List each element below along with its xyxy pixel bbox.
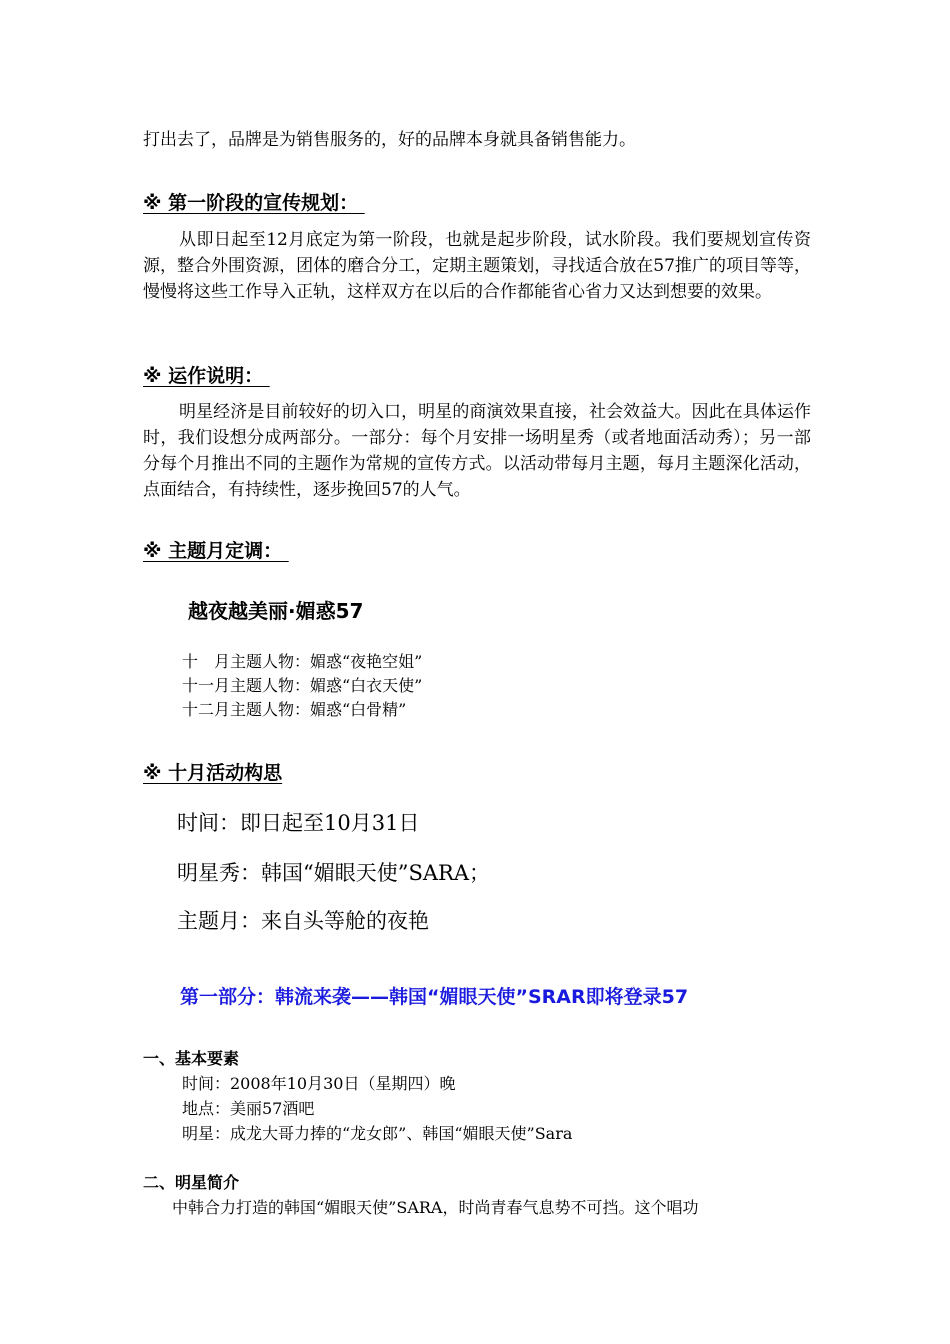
october-plan-time: 时间：即日起至10月31日 xyxy=(177,811,420,835)
part-one-title: 第一部分：韩流来袭——韩国“媚眼天使”SRAR即将登录57 xyxy=(180,986,689,1008)
section-heading-october-plan: ※ 十月活动构思 xyxy=(143,762,283,784)
section-heading-operation: ※ 运作说明： xyxy=(143,365,270,387)
star-intro-line: 中韩合力打造的韩国“媚眼天使”SARA，时尚青春气息势不可挡。这个唱功 xyxy=(172,1198,699,1217)
section-heading-phase-one: ※ 第一阶段的宣传规划： xyxy=(143,192,365,214)
intro-line: 打出去了，品牌是为销售服务的，好的品牌本身就具备销售能力。 xyxy=(143,130,636,150)
theme-title: 越夜越美丽·媚惑57 xyxy=(188,599,364,623)
basics-location: 地点：美丽57酒吧 xyxy=(182,1099,315,1118)
star-intro-heading: 二、明星简介 xyxy=(143,1173,240,1192)
october-plan-star-show: 明星秀：韩国“媚眼天使”SARA； xyxy=(177,861,490,885)
month-theme-line: 十 月主题人物：媚惑“夜艳空姐” xyxy=(182,652,423,671)
month-theme-line: 十一月主题人物：媚惑“白衣天使” xyxy=(182,676,423,695)
basics-star: 明星：成龙大哥力捧的“龙女郎”、韩国“媚眼天使”Sara xyxy=(182,1124,573,1143)
month-theme-line: 十二月主题人物：媚惑“白骨精” xyxy=(182,700,407,719)
basics-heading: 一、基本要素 xyxy=(143,1049,240,1068)
october-plan-theme-month: 主题月：来自头等舱的夜艳 xyxy=(177,909,429,933)
section-paragraph-phase-one: 从即日起至12月底定为第一阶段，也就是起步阶段，试水阶段。我们要规划宣传资源，整合外围资源，团体的磨合分工，定期主题策划，寻找适合放在57推广的项目等等，慢慢将这些工作导入正轨，这样双方在以后的合作都能省心省力又达到想要的效果。 xyxy=(143,230,811,302)
basics-time: 时间：2008年10月30日（星期四）晚 xyxy=(182,1074,456,1093)
section-heading-theme-month: ※ 主题月定调： xyxy=(143,540,289,562)
section-paragraph-operation: 明星经济是目前较好的切入口，明星的商演效果直接，社会效益大。因此在具体运作时，我们设想分成两部分。一部分：每个月安排一场明星秀（或者地面活动秀）；另一部分每个月推出不同的主题作为常规的宣传方式。以活动带每月主题，每月主题深化活动，点面结合，有持续性，逐步挽回57的人气。 xyxy=(143,402,811,500)
